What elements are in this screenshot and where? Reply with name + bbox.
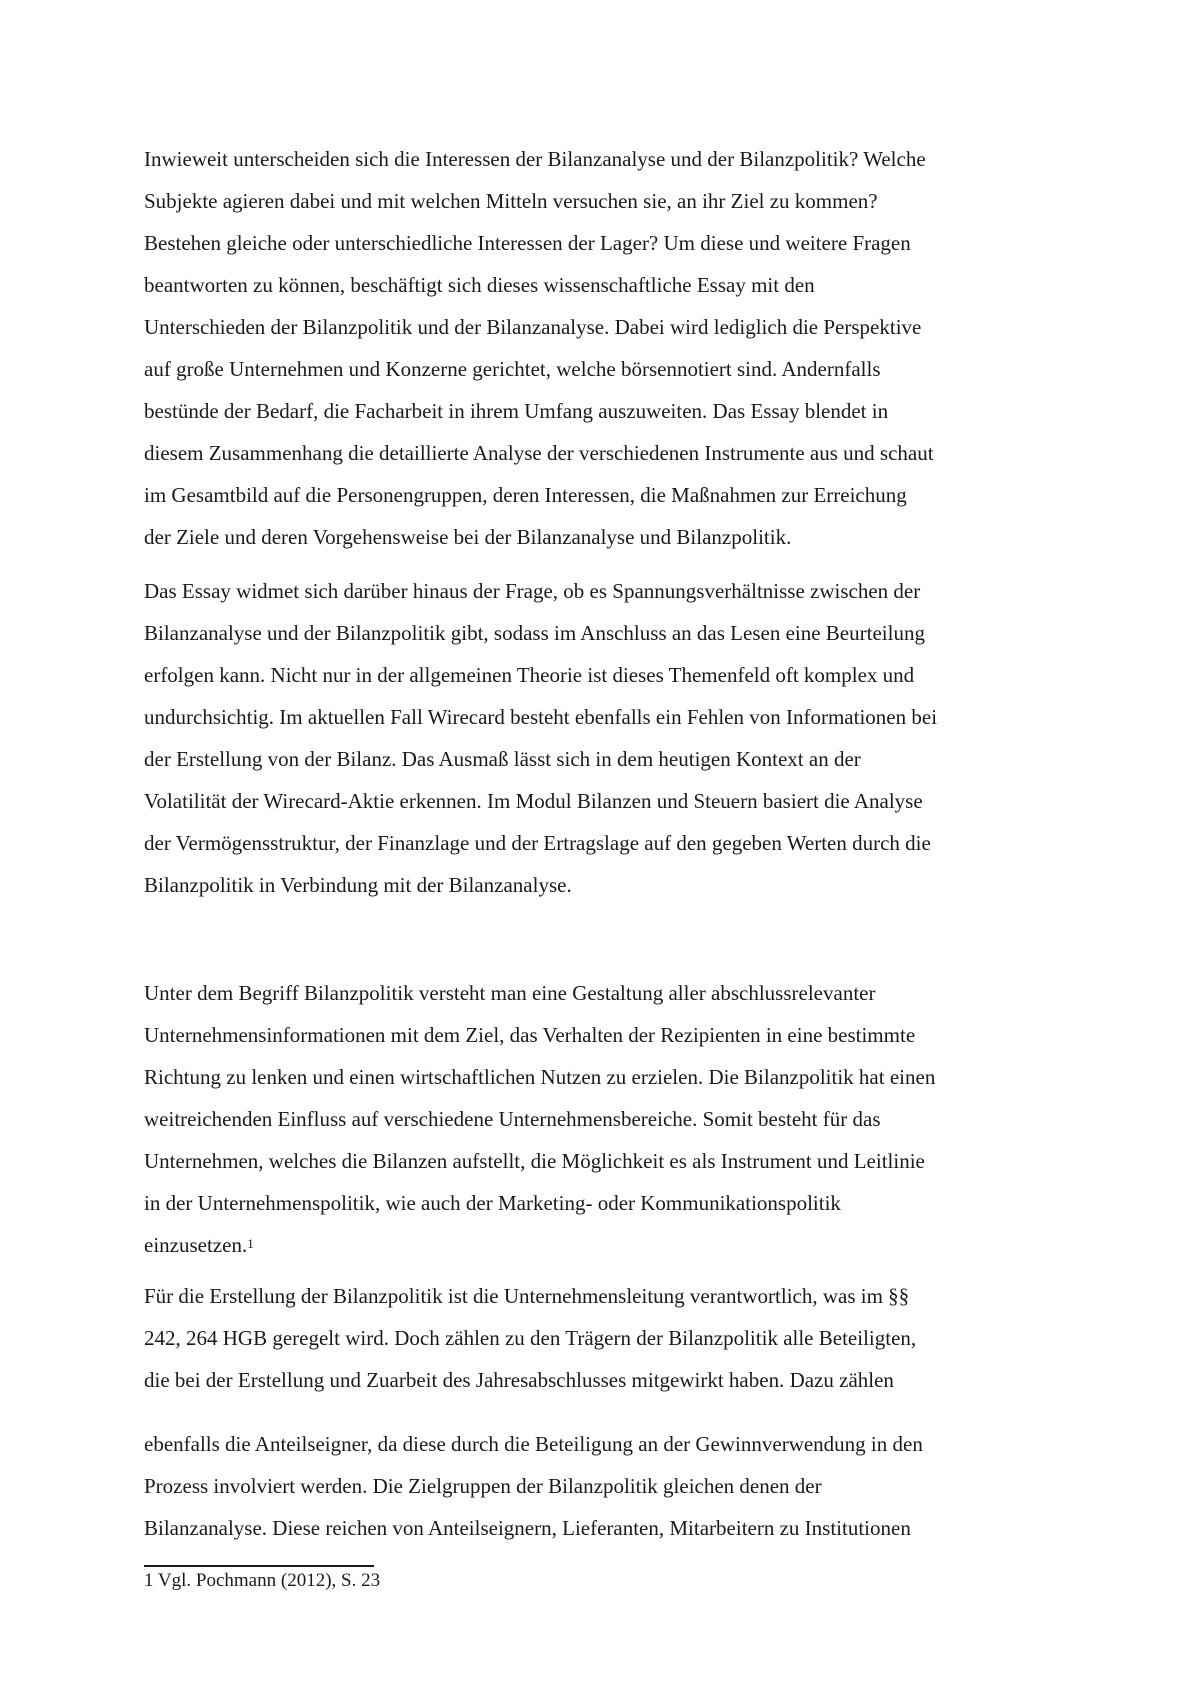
text-line: in der Unternehmenspolitik, wie auch der Marketing- oder Kommunikationspolitik: [144, 1191, 841, 1215]
text-line: diesem Zusammenhang die detaillierte Analyse der verschiedenen Instrumente aus und schaut: [144, 441, 934, 465]
text-line: Subjekte agieren dabei und mit welchen Mitteln versuchen sie, an ihr Ziel zu kommen?: [144, 189, 878, 213]
text-line: Bilanzanalyse. Diese reichen von Anteilseignern, Lieferanten, Mitarbeitern zu Institutionen: [144, 1516, 911, 1540]
paragraph-target-groups: [144, 1423, 1074, 1549]
text-line: der Erstellung von der Bilanz. Das Ausmaß lässt sich in dem heutigen Kontext an der: [144, 747, 861, 771]
text-line: weitreichenden Einfluss auf verschiedene Unternehmensbereiche. Somit besteht für das: [144, 1107, 881, 1131]
text-line: undurchsichtig. Im aktuellen Fall Wirecard besteht ebenfalls ein Fehlen von Informationen bei: [144, 705, 938, 729]
text-line: beantworten zu können, beschäftigt sich dieses wissenschaftliche Essay mit den: [144, 273, 815, 297]
text-line: Unterschieden der Bilanzpolitik und der Bilanzanalyse. Dabei wird lediglich die Perspektive: [144, 315, 922, 339]
text-line: der Ziele und deren Vorgehensweise bei der Bilanzanalyse und Bilanzpolitik.: [144, 525, 792, 549]
text-line-content: einzusetzen.: [144, 1233, 248, 1257]
text-line: Unternehmen, welches die Bilanzen aufstellt, die Möglichkeit es als Instrument und Leitlinie: [144, 1149, 925, 1173]
footnote: 1 Vgl. Pochmann (2012), S. 23: [144, 1570, 381, 1591]
text-line: ebenfalls die Anteilseigner, da diese durch die Beteiligung an der Gewinnverwendung in den: [144, 1432, 923, 1456]
text-line: Unternehmensinformationen mit dem Ziel, das Verhalten der Rezipienten in eine bestimmte: [144, 1023, 916, 1047]
text-line: Bilanzanalyse und der Bilanzpolitik gibt, sodass im Anschluss an das Lesen eine Beurteilung: [144, 621, 925, 645]
text-line: auf große Unternehmen und Konzerne gerichtet, welche börsennotiert sind. Andernfalls: [144, 357, 881, 381]
text-line: Das Essay widmet sich darüber hinaus der Frage, ob es Spannungsverhältnisse zwischen der: [144, 579, 921, 603]
text-line: 242, 264 HGB geregelt wird. Doch zählen zu den Trägern der Bilanzpolitik alle Beteiligten,: [144, 1326, 917, 1350]
text-line: Richtung zu lenken und einen wirtschaftlichen Nutzen zu erzielen. Die Bilanzpolitik hat einen: [144, 1065, 936, 1089]
text-line: Bestehen gleiche oder unterschiedliche Interessen der Lager? Um diese und weitere Fragen: [144, 231, 911, 255]
footnote-separator: [144, 1565, 374, 1567]
paragraph-definition: [144, 972, 1074, 1269]
text-line: Bilanzpolitik in Verbindung mit der Bilanzanalyse.: [144, 873, 572, 897]
text-line: Für die Erstellung der Bilanzpolitik ist die Unternehmensleitung verantwortlich, was im §§: [144, 1284, 910, 1308]
paragraph-responsibility: [144, 1275, 1074, 1401]
text-line: Inwieweit unterscheiden sich die Interessen der Bilanzanalyse und der Bilanzpolitik? Welche: [144, 147, 926, 171]
text-line: die bei der Erstellung und Zuarbeit des Jahresabschlusses mitgewirkt haben. Dazu zählen: [144, 1368, 894, 1392]
text-line: Volatilität der Wirecard-Aktie erkennen. Im Modul Bilanzen und Steuern basiert die Analyse: [144, 789, 923, 813]
text-line: erfolgen kann. Nicht nur in der allgemeinen Theorie ist dieses Themenfeld oft komplex und: [144, 663, 915, 687]
paragraph-introduction: [144, 138, 1074, 558]
text-line: Unter dem Begriff Bilanzpolitik versteht man eine Gestaltung aller abschlussrelevanter: [144, 981, 876, 1005]
paragraph-tension-question: [144, 570, 1074, 906]
text-line: im Gesamtbild auf die Personengruppen, deren Interessen, die Maßnahmen zur Erreichung: [144, 483, 907, 507]
text-line: der Vermögensstruktur, der Finanzlage und der Ertragslage auf den gegeben Werten durch die: [144, 831, 931, 855]
text-line: bestünde der Bedarf, die Facharbeit in ihrem Umfang auszuweiten. Das Essay blendet in: [144, 399, 889, 423]
footnote-reference: 1: [247, 1236, 254, 1251]
text-line: Prozess involviert werden. Die Zielgruppen der Bilanzpolitik gleichen denen der: [144, 1474, 822, 1498]
text-line: [144, 1224, 1074, 1269]
